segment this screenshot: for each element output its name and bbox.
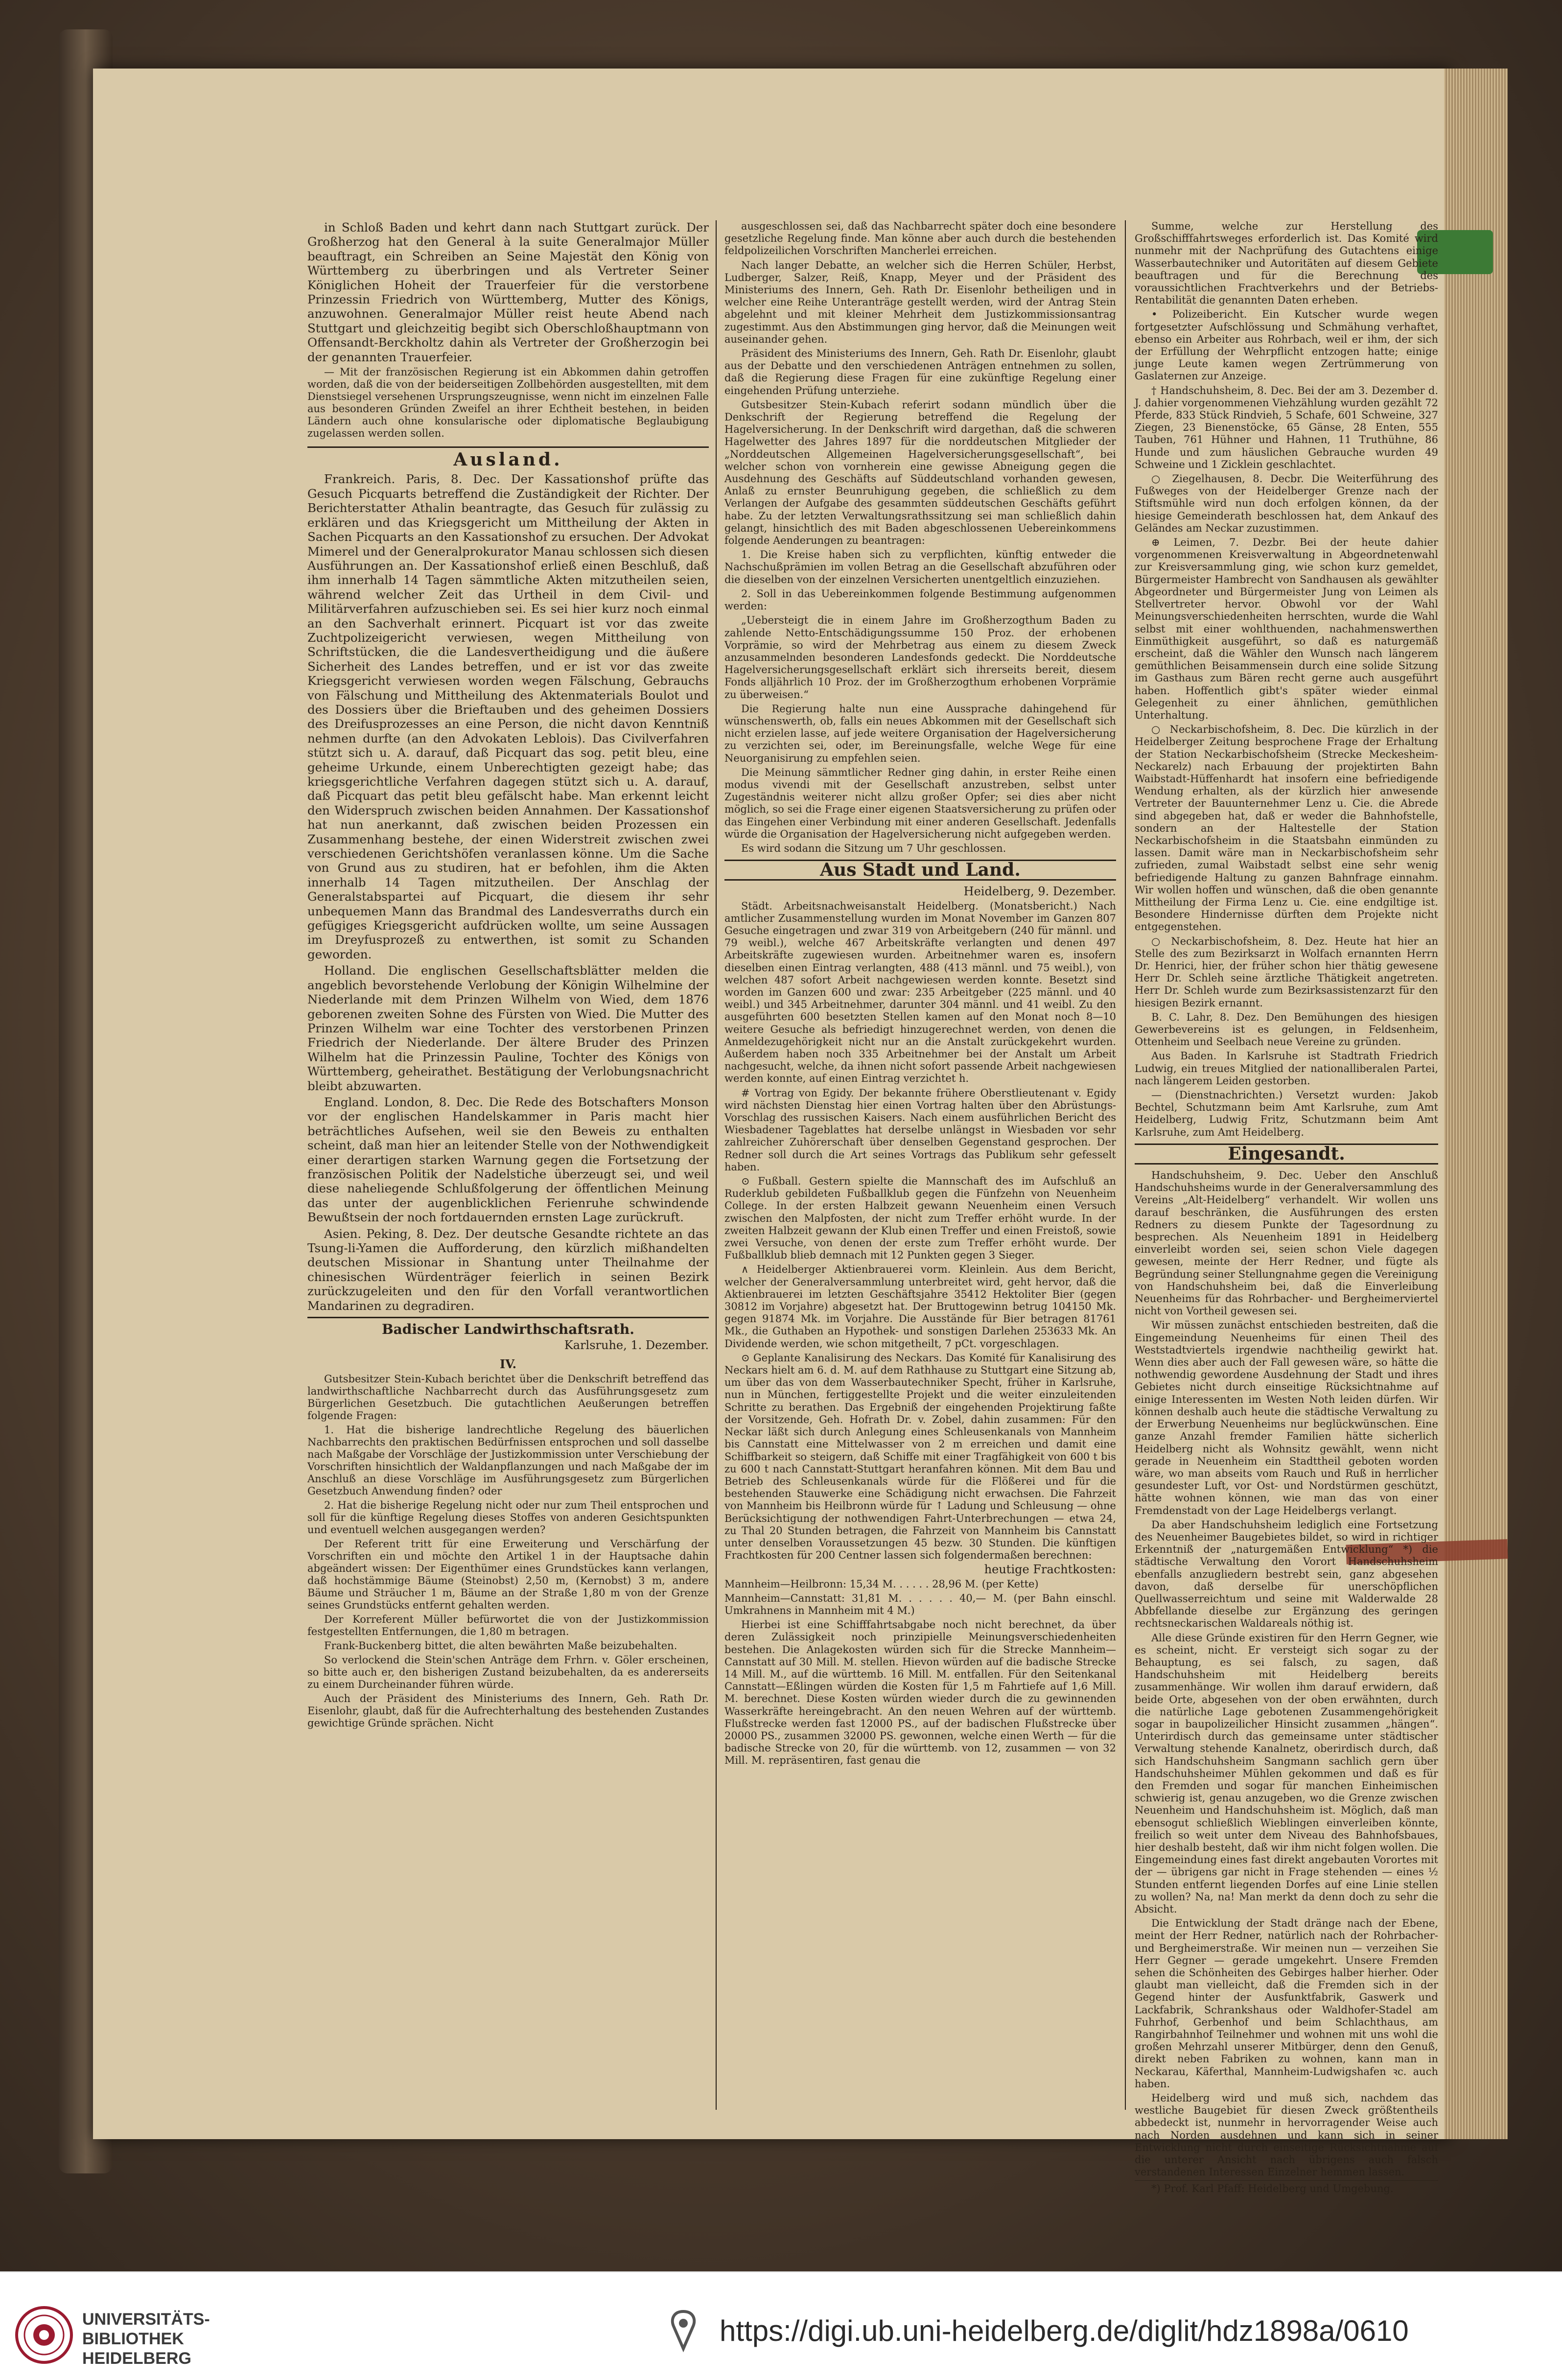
paragraph: Der Referent tritt für eine Erweiterung und Verschärfung der Vorschriften ein und möchte den Artikel 1 in der Hauptsache dahin abgeändert wissen: Der Eigenthümer eines Grundstückes kann verlangen, daß hochstämmige Bäume (Steinobst) 2,50 m, (Kernobst) 3 m, andere Bäume und Sträucher 1 m, Bäume an der Straße 1,80 m von der Grenze seines Grundstücks entfernt gehalten werden.: [307, 1538, 709, 1611]
paragraph: 1. Die Kreise haben sich zu verpflichten, künftig entweder die Nachschußprämien im vollen Betrag an die Gesellschaft abzuführen oder die dieselben von der einzelnen Versicherten unentgeltlich einzuziehen.: [724, 549, 1116, 585]
paragraph: Die Entwicklung der Stadt dränge nach der Ebene, meint der Herr Redner, natürlich nach der Rohrbacher- und Bergheimerstraße. Wir meinen nun — verzeihen Sie Herr Gegner — gerade umgekehrt. Unsere Fremden sehen die Schönheiten des Gebirges halber hierher. Oder glaubt man vielleicht, daß die Fremden sich in der Gegend hinter der Ausfunktfabrik, Gaswerk und Lackfabrik, Schrankshaus oder Waldhofer-Stadel am Fuhrhof, Gerbenhof und beim Schlachthaus, am Rangirbahnhof Teilnehmer und wohnen mit uns wohl die großen Mehrzahl unserer Mitbürger, denn den Genuß, direkt neben Fabriken zu wohnen, kann man in Neckarau, Käferthal, Mannheim-Ludwigshafen ꝛc. auch haben.: [1135, 1917, 1438, 2090]
section-heading: Aus Stadt und Land.: [724, 860, 1116, 881]
paragraph: Handschuhsheim, 9. Dec. Ueber den Anschluß Handschuhsheims wurde in der Generalversammlung des Vereins „Alt-Heidelberg“ verhandelt. Wir wollen uns darauf beschränken, die Ausführungen des ersten Redners zu diesem Punkte der Tagesordnung zu besprechen. Als Neuenheim 1891 in Heidelberg einverleibt worden sei, seien schon Viele dagegen gewesen, meinte der Herr Redner, und fügte als Begründung seiner Stellungnahme gegen die Vereinigung von Handschuhsheim bei, daß die Einverleibung Neuenheims für das Rohrbacher- und Bergheimerviertel nicht von Vortheil gewesen sei.: [1135, 1169, 1438, 1317]
institution-line: BIBLIOTHEK: [82, 2330, 184, 2348]
paragraph: Gutsbesitzer Stein-Kubach referirt sodann mündlich über die Denkschrift der Regierung betreffend die Regelung der Hagelversicherung. In der Denkschrift wird dargethan, daß die schweren Hagelwetter des Jahres 1897 für die norddeutschen Mitglieder der „Norddeutschen Allgemeinen Hagelversicherungsgesellschaft“, bei welcher schon von vornherein eine gewisse Abneigung gegen die Ausdehnung des Geschäfts auf Süddeutschland vorhanden gewesen, Anlaß zu ernster Beunruhigung gegeben, die schließlich zu dem Verlangen der Aufgabe des gesammten süddeutschen Geschäfts geführt habe. Zu der letzten Verwaltungsrathssitzung sei man schließlich dahin gelangt, hinsichtlich des mit Baden abgeschlossenen Uebereinkommens folgende Aenderungen zu beantragen:: [724, 398, 1116, 547]
column-1: [307, 220, 709, 2110]
paragraph: B. C. Lahr, 8. Dez. Den Bemühungen des hiesigen Gewerbevereins ist es gelungen, in Feldsenheim, Ottenheim und Seelbach neue Vereine zu gründen.: [1135, 1011, 1438, 1048]
paragraph: # Vortrag von Egidy. Der bekannte frühere Oberstlieutenant v. Egidy wird nächsten Dienstag hier einen Vortrag halten über den Abrüstungs-Vorschlag des russischen Kaisers. Nach einem ausführlichen Bericht des Wiesbadener Tageblattes hat derselbe unlängst in Wiesbaden vor sehr zahlreicher Zuhörerschaft über denselben Gegenstand gesprochen. Der Redner soll durch die Art seines Vortrags das Publikum sehr gefesselt haben.: [724, 1087, 1116, 1173]
section-heading: Ausland.: [307, 446, 709, 467]
column-divider: [1125, 220, 1126, 2110]
dateline: Heidelberg, 9. Dezember.: [963, 885, 1116, 899]
paragraph: Die Meinung sämmtlicher Redner ging dahin, in erster Reihe einen modus vivendi mit der Gesellschaft anzustreben, selbst unter Zugeständnis weiterer nicht allzu großer Opfer; sei dies aber nicht möglich, so sei die Frage einer eigenen Staatsversicherung zu prüfen oder das Eingehen einer Verbindung mit einer anderen Gesellschaft. Jedenfalls würde die Organisation der Hagelversicherung nicht aufgegeben werden.: [724, 766, 1116, 840]
paragraph: Holland. Die englischen Gesellschaftsblätter melden die angeblich bevorstehende Verlobung der Königin Wilhelmine der Niederlande mit dem Prinzen Wilhelm von Wied, dem 1876 geborenen zweiten Sohne des Fürsten von Wied. Die Mutter des Prinzen Wilhelm war eine Tochter des verstorbenen Prinzen Friedrich der Niederlande. Der ältere Bruder des Prinzen Wilhelm hat die Prinzessin Pauline, Tochter des Königs von Württemberg, geheirathet. Bestätigung der Verlobungsnachricht bleibt abzuwarten.: [307, 963, 709, 1093]
table-row: Mannheim—Heilbronn: 15,34 M. . . . . . 28,96 M. (per Kette): [724, 1578, 1039, 1590]
paragraph: 2. Soll in das Uebereinkommen folgende Bestimmung aufgenommen werden:: [724, 587, 1116, 612]
paragraph: Da aber Handschuhsheim lediglich eine Fortsetzung des Neuenheimer Baugebietes bildet, so wird in richtiger Erkenntniß der „naturgemäßen Entwicklung“ *) die städtische Verwaltung den Vorort Handschuhsheim ebenfalls anzugliedern bestrebt sein, ganz abgesehen davon, daß derselbe für unerschöpflichen Quellwasserreichtum und seine mit Walderwalde 28 Abbfellande dieselbe zur Ergänzung des geringen rechtsneckarischen Waldareals nöthig ist.: [1135, 1518, 1438, 1630]
paragraph: ⊙ Geplante Kanalisirung des Neckars. Das Komité für Kanalisirung des Neckars hielt am 6. d. M. auf dem Rathhause zu Stuttgart eine Sitzung ab, um über das von dem Wasserbautechniker Specht, früher in Karlsruhe, nun in München, fertiggestellte Projekt und die weiter einzuleitenden Schritte zu berathen. Das Ergebniß der eingehenden Projektirung faßte der Vorsitzende, Geh. Hofrath Dr. v. Zobel, dahin zusammen: Für den Neckar läßt sich durch Anlegung eines Schleusenkanals von Mannheim bis Cannstatt eine Mittelwasser von 2 m erreichen und damit eine Schiffbarkeit so steigern, daß Schiffe mit einer Tragfähigkeit von 600 t bis zu 600 t nach Cannstatt-Stuttgart heranfahren können. Mit dem Bau und Betrieb des Schleusenkanals würde für die Flößerei und für die bestehenden Stauwerke eine Schädigung nicht erwachsen. Die Fahrzeit von Mannheim bis Heilbronn würde für ↑ Ladung und Schleusung — ohne Berücksichtigung der nothwendigen Fahrt-Unterbrechungen — etwa 24, zu Thal 20 Stunden betragen, die Fahrzeit von Mannheim bis Cannstatt unter denselben Voraussetzungen 45 bezw. 30 Stunden. Die künftigen Frachtkosten für 200 Centner lassen sich folgendermaßen berechnen:: [724, 1352, 1116, 1562]
university-seal-icon[interactable]: [15, 2306, 73, 2364]
paragraph: — Mit der französischen Regierung ist ein Abkommen dahin getroffen worden, daß die von der beiderseitigen Zollbehörden ausgestellten, mit dem Dienstsiegel versehenen Ursprungszeugnisse, wenn nicht im einzelnen Falle aus besonderen Gründen Zweifel an ihrer Echtheit bestehen, in beiden Ländern auch ohne konsularische oder diplomatische Beglaubigung zugelassen werden sollen.: [307, 366, 709, 440]
paragraph: „Uebersteigt die in einem Jahre im Großherzogthum Baden zu zahlende Netto-Entschädigungssumme 150 Proz. der erhobenen Vorprämie, so wird der Mehrbetrag aus einem zu diesem Zweck anzusammelnden besonderen Landesfonds gedeckt. Die Norddeutsche Hagelversicherungsgesellschaft erklärt sich ihrerseits bereit, diesem Fonds alljährlich 10 Proz. der im Großherzogthum erhobenen Vorprämie zu überweisen.“: [724, 614, 1116, 700]
institution-line: UNIVERSITÄTS-: [82, 2310, 210, 2329]
paragraph: Auch der Präsident des Ministeriums des Innern, Geh. Rath Dr. Eisenlohr, glaubt, daß für die Aufrechterhaltung des bestehenden Zustandes gewichtige Gründe sprächen. Nicht: [307, 1693, 709, 1729]
table-header: heutige Frachtkosten:: [984, 1563, 1116, 1577]
part-number: IV.: [499, 1356, 516, 1371]
paragraph: Summe, welche zur Herstellung des Großschifffahrtsweges erforderlich ist. Das Komité wird nunmehr mit der Nachprüfung des Gutachtens einige Wasserbautechniker und Autoritäten auf diesem Gebiete beauftragen und für die Berechnung des voraussichtlichen Frachtverkehrs und der Betriebs-Rentabilität die genannten Daten erheben.: [1135, 220, 1438, 306]
paragraph: England. London, 8. Dec. Die Rede des Botschafters Monson vor der englischen Handelskammer in Paris macht hier beträchtliches Aufsehen, weil sie den Beweis zu enthalten scheint, daß man hier an leitender Stelle von der Nothwendigkeit einer derartigen starken Warnung gegen die Fortsetzung der französischen Politik der Nadelstiche überzeugt sei, und weil diese naheliegende Schlußfolgerung der öffentlichen Meinung das unter der augenblicklichen Ferienruhe schwindende Bewußtsein der noch fortdauernden ernsten Lage zurückruft.: [307, 1095, 709, 1225]
paragraph: ausgeschlossen sei, daß das Nachbarrecht später doch eine besondere gesetzliche Regelung finde. Man könne aber auch durch die bestehenden feldpolizeilichen Vorschriften Mancherlei erreichen.: [724, 220, 1116, 257]
paragraph: ⊙ Fußball. Gestern spielte die Mannschaft des im Aufschluß an Ruderklub gebildeten Fußballklub gegen die Fünfzehn von Neuenheim College. In der ersten Halbzeit gewann Neuenheim einen Versuch zwischen den Malpfosten, der nicht zum Treffer erhöht wurde. In der zweiten Halbzeit gewann der Klub einen Treffer und einen Freistoß, sowie zwei Versuche, von denen der erste zum Treffer erhöht wurde. Der Fußballklub blieb demnach mit 12 Punkten gegen 3 Sieger.: [724, 1175, 1116, 1261]
paragraph: So verlockend die Stein'schen Anträge dem Frhrn. v. Göler erscheinen, so bitte auch er, den bisherigen Zustand beizubehalten, da es andererseits zu einem Durcheinander führen würde.: [307, 1654, 709, 1691]
paragraph: Nach langer Debatte, an welcher sich die Herren Schüler, Herbst, Ludberger, Salzer, Reiß, Knapp, Meyer und der Präsident des Ministeriums des Innern, Geh. Rath Dr. Eisenlohr betheiligen und in welcher eine Reihe Unteranträge gestellt werden, wird der Antrag Stein abgelehnt und mit kleiner Mehrheit dem Justizkommissionsantrag zugestimmt. Aus den Abstimmungen ging hervor, daß die Meinungen weit auseinander gehen.: [724, 259, 1116, 345]
section-heading: Badischer Landwirthschaftsrath.: [307, 1317, 709, 1336]
paragraph: Heidelberg wird und muß sich, nachdem das westliche Baugebiet für diesen Zweck größtentheils abbedeckt ist, nunmehr in hervorragender Weise auch nach Norden ausdehnen und kann sich in seiner Entwicklung nicht durch einseitige Rücksichtnahme auf die unterer Ansicht nach übrigens auch falsch verstandenen Interessen Einzelner hemmen lassen.: [1135, 2092, 1438, 2178]
footnote: *) Prof. Karl Pfaff: Heidelberg und Umgebung.: [1135, 2180, 1438, 2195]
column-3: [1135, 220, 1438, 2195]
paragraph: Präsident des Ministeriums des Innern, Geh. Rath Dr. Eisenlohr, glaubt aus der Debatte und den verschiedenen Anträgen entnehmen zu sollen, daß die Regierung diese Fragen für eine zukünftige Regelung einer eingehenden Prüfung unterziehe.: [724, 348, 1116, 397]
paragraph: Asien. Peking, 8. Dez. Der deutsche Gesandte richtete an das Tsung-li-Yamen die Aufforderung, den kürzlich mißhandelten deutschen Missionar in Shantung unter Theilnahme der chinesischen Würdenträger feierlich in seinen Bezirk zurückzugeleiten und den für den Vorfall verantwortlichen Mandarinen zu degradiren.: [307, 1226, 709, 1313]
paragraph: Frank-Buckenberg bittet, die alten bewährten Maße beizubehalten.: [324, 1640, 677, 1652]
paragraph: Wir müssen zunächst entschieden bestreiten, daß die Eingemeindung Neuenheims für einen Theil des Weststadtviertels irgendwie nachtheilig gewirkt hat. Wenn dies aber auch der Fall gewesen wäre, so hätte die nothwendig gewordene Ausdehnung der Stadt und ihres Gebietes nicht durch einseitige Rücksichtnahme auf einige Interessenten im Westen Noth leiden dürfen. Wir können deshalb auch heute die städtische Verwaltung zu der Erwerbung Neuenheims nur beglückwünschen. Eine ganze Anzahl fremder Familien hätte sicherlich Heidelberg nicht als Wohnsitz gewählt, wenn nicht gerade in Neuenheim ein Stadttheil geboten worden wäre, wo man abseits vom Rauch und Ruß in herrlicher gesundester Luft, vor Ost- und Nordstürmen geschützt, hätte wohnen können, wie man das von einer Fremdenstadt von der Lage Heidelbergs verlangt.: [1135, 1319, 1438, 1517]
paragraph: Hierbei ist eine Schifffahrtsabgabe noch nicht berechnet, da über deren Zulässigkeit noch prinzipielle Meinungsverschiedenheiten bestehen. Die Anlagekosten würden sich für die Strecke Mannheim—Cannstatt auf 30 Mill. M. stellen. Hievon würden auf die badische Strecke 14 Mill. M., auf die württemb. 16 Mill. M. entfallen. Für den Seitenkanal Cannstatt—Eßlingen würden die Kosten für 1,5 m Fahrtiefe auf 1,6 Mill. M. berechnet. Diese Kosten würden wieder durch die zu gewinnenden Wasserkräfte hereingebracht. An den neuen Wehren auf der württemb. Flußstrecke werden fast 12000 PS., auf der badischen Flußstrecke über 20000 PS., zusammen 32000 PS. gewonnen, welche einen Werth — für die badische Strecke von 20, für die württemb. von 12, zusammen — von 32 Mill. M. repräsentiren, fast genau die: [724, 1619, 1116, 1767]
paragraph: 2. Hat die bisherige Regelung nicht oder nur zum Theil entsprochen und soll für die künftige Regelung dieses Stoffes von anderen Gesichtspunkten und eventuell welchen ausgegangen werden?: [307, 1499, 709, 1536]
paragraph: Die Regierung halte nun eine Aussprache dahingehend für wünschenswerth, ob, falls ein neues Abkommen mit der Gesellschaft sich nicht erzielen lasse, auf jede weitere Organisation der Hagelversicherung zu verzichten sei, oder, im Bereinungsfalle, welche Wege für eine Neuorganisirung zu empfehlen seien.: [724, 702, 1116, 764]
paragraph: ○ Ziegelhausen, 8. Decbr. Die Weiterführung des Fußweges von der Heidelberger Grenze nach der Stiftsmühle wird nun doch erfolgen können, da der hiesige Gemeinderath beschlossen hat, dem Ankauf des Geländes am Neckar zuzustimmen.: [1135, 473, 1438, 534]
paragraph: Frankreich. Paris, 8. Dec. Der Kassationshof prüfte das Gesuch Picquarts betreffend die Zuständigkeit der Richter. Der Berichterstatter Athalin beantragte, das Gesuch für zulässig zu erklären und das Kriegsgericht um Mittheilung der Akten in Sachen Picquarts an den Kassationshof zu ersuchen. Der Advokat Mimerel und der Generalprokurator Manau schlossen sich diesen Ausführungen an. Der Kassationshof erließ einen Beschluß, daß ihm innerhalb 14 Tagen sämmtliche Akten mitzutheilen seien, während welcher Zeit das Urtheil in dem Civil- und Militärverfahren aufzuschieben sei. Es sei hier kurz noch einmal an den Sachverhalt erinnert. Picquart ist vor das zweite Zuchtpolizeigericht verwiesen, wegen Mittheilung von Schriftstücken, die die Landesvertheidigung und die äußere Sicherheit des Landes betreffen, und er ist vor das zweite Kriegsgericht verwiesen worden wegen Fälschung, Gebrauchs von Fälschung und Mittheilung des Aktenmaterials Boulot und des Dossiers über die Brieftauben und des geheimen Dossiers des Dreifusprozesses an eine Person, die nicht davon Kenntniß nehmen durfte (an den Advokaten Leblois). Das Civilverfahren stützt sich u. A. darauf, daß Picquart das sog. petit bleu, eine geheime Urkunde, einem Unberechtigten gezeigt habe; das kriegsgerichtliche Verfahren dagegen stützt sich u. A. darauf, daß Picquart das petit bleu gefälscht habe. Man erkennt leicht den Widerspruch zwischen beiden Annahmen. Der Kassationshof hat nun anerkannt, daß zwischen beiden Prozessen ein Zusammenhang bestehe, der einen Widerstreit zwischen zwei verschiedenen Gerichtshöfen veranlassen könne. Um die Sache von Grund aus zu studiren, hat er befohlen, ihm die Akten innerhalb 14 Tagen mitzutheilen. Der Anschlag der Generalstabspartei auf Picquart, die diesem ihr sehr unbequemen Mann das Brandmal des Landesverraths durch ein gefügiges Kriegsgericht aufdrücken wollte, um seine Aussagen im Dreyfusprozeß zu entwerthen, ist somit zu Schanden geworden.: [307, 472, 709, 961]
paragraph: ○ Neckarbischofsheim, 8. Dez. Heute hat hier an Stelle des zum Bezirksarzt in Wolfach ernannten Herrn Dr. Henrici, hier, der früher schon hier thätig gewesene Herr Dr. Schleh seine ärztliche Thätigkeit angetreten. Herr Dr. Schleh wurde zum Bezirksassistenzarzt für den hiesigen Bezirk ernannt.: [1135, 935, 1438, 1009]
paragraph: † Handschuhsheim, 8. Dec. Bei der am 3. Dezember d. J. dahier vorgenommenen Viehzählung wurden gezählt 72 Pferde, 833 Stück Rindvieh, 5 Schafe, 601 Schweine, 327 Ziegen, 23 Bienenstöcke, 65 Gänse, 28 Enten, 555 Tauben, 761 Hühner und Hahnen, 11 Truthühne, 86 Hunde und zum häuslichen Gebrauche wurden 49 Schweine und 1 Zicklein geschlachtet.: [1135, 384, 1438, 470]
permalink-url[interactable]: https://digi.ub.uni-heidelberg.de/diglit/hdz1898a/0610: [720, 2314, 1409, 2347]
column-divider: [716, 220, 717, 2110]
paragraph: Gutsbesitzer Stein-Kubach berichtet über die Denkschrift betreffend das landwirthschaftliche Nachbarrecht durch das Ausführungsgesetz zum Bürgerlichen Gesetzbuch. Die gutachtlichen Aeußerungen betreffen folgende Fragen:: [307, 1373, 709, 1422]
column-2: [724, 220, 1116, 2110]
institution-name[interactable]: [82, 2310, 210, 2368]
doi-link-icon: [669, 2310, 698, 2351]
page-edges: [1444, 69, 1508, 2139]
paragraph: ∧ Heidelberger Aktienbrauerei vorm. Kleinlein. Aus dem Bericht, welcher der Generalversammlung unterbreitet wird, geht hervor, daß die Aktienbrauerei im letzten Geschäftsjahre 35412 Hektoliter Bier (gegen 30812 im Vorjahre) abgesetzt hat. Der Bruttogewinn betrug 104150 Mk. gegen 91874 Mk. im Vorjahre. Die Ausstände für Bier betragen 81761 Mk., die Guthaben an Hypothek- und sonstigen Darlehen 253633 Mk. An Dividende werden, wie schon mitgetheilt, 7 pCt. vorgeschlagen.: [724, 1263, 1116, 1350]
paragraph: Alle diese Gründe existiren für den Herrn Gegner, wie es scheint, nicht. Er versteigt sich sogar zu der Behauptung, es sei falsch, zu sagen, daß Handschuhsheim mit Heidelberg bereits zusammenhänge. Wir wollen ihm darauf erwidern, daß beide Orte, abgesehen von der oben erwähnten, durch die natürliche Lage gebotenen Zusammengehörigkeit sogar in baupolizeilicher Hinsicht zusammen „hängen“. Unterirdisch durch das gemeinsame unter städtischer Verwaltung stehende Kanalnetz, oberirdisch durch, daß sich Handschuhsheim Sangmann sachlich gern über Handschuhsheimer Mühlen gekommen und daß es für den Fremden und sogar für manchen Einheimischen schwierig ist, genau anzugeben, wo die Grenze zwischen Neuenheim und Handschuhsheim ist. Möglich, daß man ebensogut schließlich Wieblingen einverleiben könnte, freilich so weit unter dem Niveau des Bahnhofsbaues, hier deshalb besteht, daß wir ihm nicht folgen wollen. Die Eingemeindung eines fast direkt angebauten Vorortes mit der — übrigens gar nicht in Frage stehenden — eines ½ Stunden entfernt liegenden Dorfes auf eine Linie stellen zu wollen? Na, na! Man merkt da denn doch zu sehr die Absicht.: [1135, 1632, 1438, 1915]
paragraph: Aus Baden. In Karlsruhe ist Stadtrath Friedrich Ludwig, ein treues Mitglied der nationalliberalen Partei, nach längerem Leiden gestorben.: [1135, 1050, 1438, 1087]
paragraph: 1. Hat die bisherige landrechtliche Regelung des bäuerlichen Nachbarrechts den praktischen Bedürfnissen entsprochen und soll dasselbe nach Maßgabe der Vorschläge der Justizkommission unter Verschiebung der Vorschriften hinsichtlich der Waldanpflanzungen und nach Maßgabe der im Anschluß an diese Vorschläge im Ausführungsgesetz zum Bürgerlichen Gesetzbuch Anwendung finden? oder: [307, 1424, 709, 1497]
paragraph: — (Dienstnachrichten.) Versetzt wurden: Jakob Bechtel, Schutzmann beim Amt Karlsruhe, zum Amt Heidelberg, Ludwig Fritz, Schutzmann beim Amt Karlsruhe, zum Amt Heidelberg.: [1135, 1089, 1438, 1138]
paragraph: ○ Neckarbischofsheim, 8. Dec. Die kürzlich in der Heidelberger Zeitung besprochene Frage der Erhaltung der Station Neckarbischofsheim (Strecke Meckesheim-Neckarelz) nach Erbauung der projektirten Bahn Waibstadt-Hüffenhardt hat insofern eine befriedigende Wendung erhalten, als der kürzlich hier anwesende Vertreter der Bauunternehmer Lenz u. Cie. die Abrede sind abgegeben hat, daß er weder die Bahnhofstelle, sondern an der Haltestelle der Station Neckarbischofsheim in die Staatsbahn einmünden zu lassen. Damit wäre man in Neckarbischofsheim sehr zufrieden, zumal Waibstadt selbst eine sehr wenig befriedigende Haltung zu ganzen Bahnfrage einnahm. Wir wollen hoffen und wünschen, daß die oben genannte Mittheilung der Firma Lenz u. Cie. eine endgiltige ist. Besondere Hindernisse dürften dem Projekte nicht entgegenstehen.: [1135, 723, 1438, 933]
paragraph: in Schloß Baden und kehrt dann nach Stuttgart zurück. Der Großherzog hat den General à la suite Generalmajor Müller beauftragt, ein Schreiben an Seine Majestät den König von Württemberg zu überbringen und als Vertreter Seiner Königlichen Hoheit der Trauerfeier für die verstorbene Prinzessin Friedrich von Württemberg, Mutter des Königs, anzuwohnen. Generalmajor Müller reist heute Abend nach Stuttgart und gleichzeitig begibt sich Oberschloßhauptmann von Offensandt-Berckholtz dahin als Vertreter der Großherzogin bei der genannten Trauerfeier.: [307, 220, 709, 364]
paragraph: • Polizeibericht. Ein Kutscher wurde wegen fortgesetzter Aufschlössung und Schmähung verhaftet, ebenso ein Arbeiter aus Rohrbach, weil er ihm, der sich der Erfüllung der Wehrpflicht entzogen hatte; einige junge Leute kamen wegen Zertrümmerung von Gaslaternen zur Anzeige.: [1135, 308, 1438, 382]
dateline: Karlsruhe, 1. Dezember.: [564, 1338, 709, 1353]
institution-line: HEIDELBERG: [82, 2349, 191, 2368]
paragraph: Städt. Arbeitsnachweisanstalt Heidelberg. (Monatsbericht.) Nach amtlicher Zusammenstellung wurden im Monat November im Ganzen 807 Gesuche eingetragen und zwar 319 von Arbeitgebern (240 für männl. und 79 weibl.), welche 467 Arbeitskräfte verlangten und denen 497 Arbeitskräfte zugewiesen wurden. Arbeitnehmer waren es, insofern dieselben einen Eintrag verlangten, 488 (413 männl. und 75 weibl.), von welchen 487 sofort Arbeit nachgewiesen werden konnte. Besetzt sind worden im Ganzen 600 und zwar: 235 Arbeitgeber (225 männl. und 40 weibl.) und 345 Arbeitnehmer, darunter 304 männl. und 41 weibl. Zu den ausgeführten 600 besetzten Stellen kamen auf den Monat noch 8—10 weitere Gesuche als befriedigt hinzugerechnet werden, von denen die Anmeldezugehörigkeit nicht nur an die Anstalt zurückgekehrt wurden. Außerdem haben noch 335 Arbeitnehmer bei der Anstalt um Arbeit nachgesucht, welche, da ihnen nicht sofort passende Arbeit nachgewiesen werden konnte, auf einen Eintrag verzichtet h.: [724, 900, 1116, 1085]
section-heading: Eingesandt.: [1135, 1143, 1438, 1165]
paragraph: ⊕ Leimen, 7. Dezbr. Bei der heute dahier vorgenommenen Kreisverwaltung in Abgeordnetenwahl zur Kreisversammlung ging, wie schon kurz gemeldet, Bürgermeister Hambrecht von Sandhausen als gewählter Abgeordneter und Bürgermeister Jung von Leimen als Stellvertreter hervor. Obwohl vor der Wahl Meinungsverschiedenheiten herrschten, wurde die Wahl selbst mit einer wohlthuenden, nachahmenswerthen Einmüthigkeit ausgeführt, so daß es naturgemäß erscheint, daß die Wähler den Wunsch nach längerem gemüthlichen Beisammensein durch eine solide Sitzung im Gasthaus zum Bären recht gerne auch ausgeführt haben. Hoffentlich gibt's später wieder einmal Gelegenheit zu einer ähnlichen, gemüthlichen Unterhaltung.: [1135, 537, 1438, 721]
paragraph: Es wird sodann die Sitzung um 7 Uhr geschlossen.: [741, 842, 1006, 854]
table-row: Mannheim—Cannstatt: 31,81 M. . . . . . 40,— M. (per Bahn einschl. Umkrahnens in Mannheim mit 4 M.): [724, 1592, 1116, 1616]
paragraph: Der Korreferent Müller befürwortet die von der Justizkommission festgestellten Entfernungen, die 1,80 m betragen.: [307, 1613, 709, 1638]
